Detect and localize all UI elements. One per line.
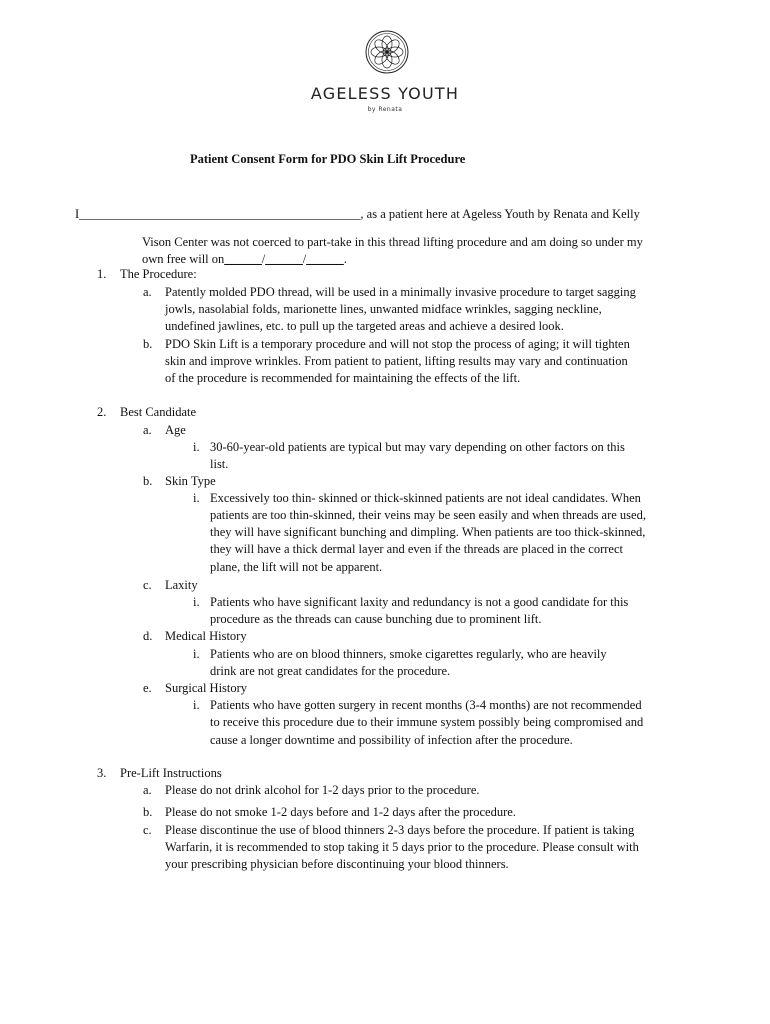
- item-marker: i.: [193, 698, 200, 712]
- lotus-flower-icon: [364, 29, 410, 75]
- section-title: The Procedure:: [120, 267, 197, 281]
- list-item-line: to receive this procedure due to their immune system possibly being compromised and: [210, 715, 644, 729]
- list-item-line: Patently molded PDO thread, will be used in a minimally invasive procedure to target sagging: [165, 285, 636, 299]
- intro-prefix: I: [75, 207, 80, 221]
- section-title: Pre-Lift Instructions: [120, 766, 222, 780]
- date-blank-day[interactable]: ______: [265, 252, 303, 266]
- list-item-line: they will have a thick dermal layer and even if the threads are placed in the correct: [210, 542, 624, 556]
- item-marker: b.: [143, 337, 153, 351]
- list-item-line: PDO Skin Lift is a temporary procedure and will not stop the process of aging; it will tighten: [165, 337, 630, 351]
- list-item-line: procedure as the threads can cause bunching due to prominent lift.: [210, 612, 542, 626]
- list-item-line: undefined jawlines, etc. to pull up the targeted areas and achieve a desired look.: [165, 319, 564, 333]
- item-marker: b.: [143, 805, 153, 819]
- section-number: 3.: [97, 766, 107, 780]
- list-item-line: cause a longer downtime and possibility of infection after the procedure.: [210, 733, 573, 747]
- list-item-line: Excessively too thin- skinned or thick-skinned patients are not ideal candidates. When: [210, 491, 641, 505]
- date-blank-year[interactable]: ______: [306, 252, 344, 266]
- intro-line-1: [75, 206, 640, 223]
- section-number: 2.: [97, 405, 107, 419]
- section-title: Best Candidate: [120, 405, 197, 419]
- subsection-title: Age: [165, 423, 186, 437]
- item-marker: a.: [143, 423, 152, 437]
- list-item-line: Patients who are on blood thinners, smoke cigarettes regularly, who are heavily: [210, 647, 607, 661]
- list-item-line: jowls, nasolabial folds, marionette lines, unwanted midface wrinkles, sagging neckline,: [165, 302, 602, 316]
- list-item-line: skin and improve wrinkles. From patient to patient, lifting results may vary and continuation: [165, 354, 628, 368]
- list-item-line: drink are not great candidates for the procedure.: [210, 664, 451, 678]
- item-marker: c.: [143, 578, 152, 592]
- list-item-line: Please do not drink alcohol for 1-2 days prior to the procedure.: [165, 783, 480, 797]
- item-marker: i.: [193, 595, 200, 609]
- list-item-line: Please do not smoke 1-2 days before and 1-2 days after the procedure.: [165, 805, 516, 819]
- patient-name-blank[interactable]: _____________________________________________: [79, 207, 361, 221]
- brand-subtitle: by Renata: [367, 106, 403, 113]
- list-item-line: list.: [210, 457, 229, 471]
- item-marker: i.: [193, 491, 200, 505]
- subsection-title: Medical History: [165, 629, 247, 643]
- item-marker: c.: [143, 823, 152, 837]
- list-item-line: patients are too thin-skinned, their veins may be seen easily and when threads are used,: [210, 508, 646, 522]
- page-title: Patient Consent Form for PDO Skin Lift Procedure: [190, 152, 466, 166]
- subsection-title: Skin Type: [165, 474, 216, 488]
- list-item-line: plane, the lift will not be apparent.: [210, 560, 383, 574]
- item-marker: a.: [143, 285, 152, 299]
- intro-date-prefix: own free will on: [142, 252, 225, 266]
- list-item-line: they will have significant bunching and dimpling. When patients are too thick-skinned,: [210, 525, 646, 539]
- intro-line-2: Vison Center was not coerced to part-take in this thread lifting procedure and am doing so under my: [142, 235, 643, 249]
- brand-name: AGELESS YOUTH: [310, 84, 460, 103]
- subsection-title: Surgical History: [165, 681, 248, 695]
- item-marker: b.: [143, 474, 153, 488]
- list-item-line: Please discontinue the use of blood thinners 2-3 days before the procedure. If patient is taking: [165, 823, 635, 837]
- date-suffix: .: [343, 252, 347, 266]
- subsection-title: Laxity: [165, 578, 198, 592]
- item-marker: i.: [193, 647, 200, 661]
- intro-suffix: , as a patient here at Ageless Youth by Renata and Kelly: [360, 207, 640, 221]
- item-marker: e.: [143, 681, 152, 695]
- list-item-line: Patients who have gotten surgery in recent months (3-4 months) are not recommended: [210, 698, 642, 712]
- list-item-line: 30-60-year-old patients are typical but may vary depending on other factors on this: [210, 440, 625, 454]
- list-item-line: of the procedure is recommended for maintaining the effects of the lift.: [165, 371, 521, 385]
- list-item-line: your prescribing physician before discontinuing your blood thinners.: [165, 857, 509, 871]
- item-marker: a.: [143, 783, 152, 797]
- date-separator: /: [261, 252, 266, 266]
- item-marker: d.: [143, 629, 153, 643]
- list-item-line: Patients who have significant laxity and redundancy is not a good candidate for this: [210, 595, 629, 609]
- item-marker: i.: [193, 440, 200, 454]
- date-blank-month[interactable]: ______: [224, 252, 262, 266]
- date-separator: /: [302, 252, 307, 266]
- list-item-line: Warfarin, it is recommended to stop taking it 5 days prior to the procedure. Please consult with: [165, 840, 639, 854]
- section-number: 1.: [97, 267, 107, 281]
